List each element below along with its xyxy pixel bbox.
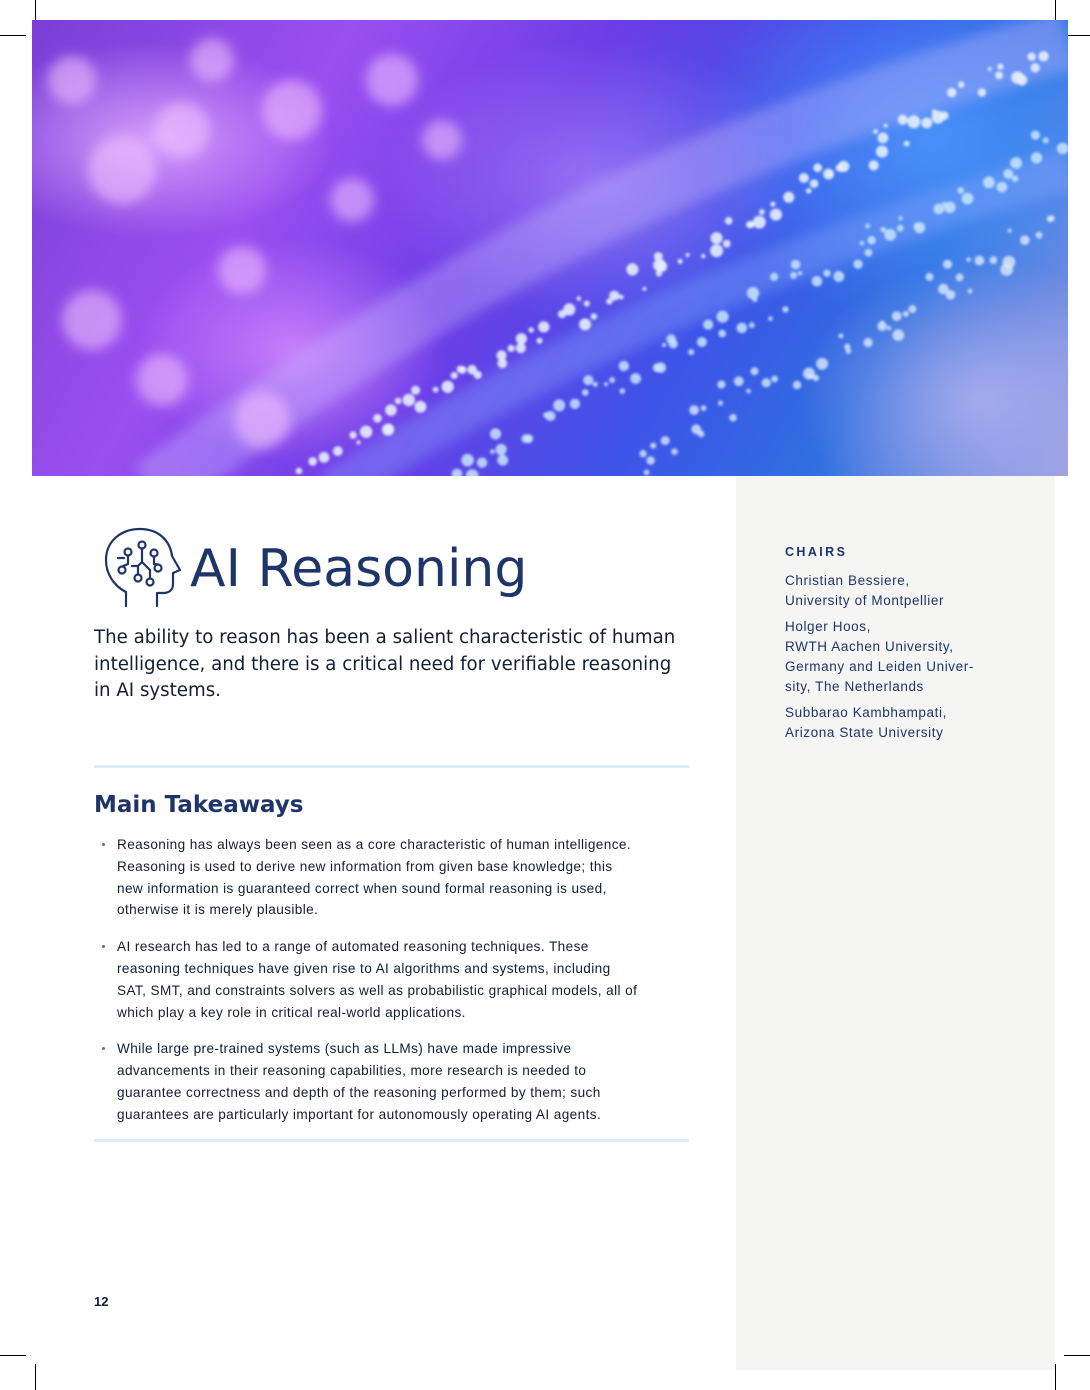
light-dot (606, 298, 612, 304)
light-dot (360, 426, 372, 438)
page-title: AI Reasoning (190, 539, 528, 599)
light-dot (308, 457, 317, 466)
light-dot (382, 424, 394, 436)
light-dot (717, 380, 725, 388)
light-dot (921, 117, 932, 128)
light-dot (656, 362, 667, 373)
light-dot (806, 188, 812, 194)
takeaways-heading: Main Takeaways (94, 792, 304, 818)
list-item-text (117, 1038, 694, 1125)
light-dot (968, 289, 973, 294)
light-dot (813, 163, 822, 172)
light-dot (688, 349, 694, 355)
light-dot (717, 311, 729, 323)
bullet-icon (102, 843, 105, 846)
light-dot (691, 424, 701, 434)
text-line: Reasoning has always been seen as a core characteristic of human intelligence. (117, 837, 632, 852)
light-dot (934, 204, 945, 215)
text-line: advancements in their reasoning capabilities, more research is needed to (117, 1063, 587, 1079)
light-dot (865, 249, 873, 257)
light-dot (749, 322, 755, 328)
light-dot (553, 399, 565, 411)
bokeh-blob (190, 38, 234, 82)
chairs-sidebar (736, 476, 1055, 1370)
light-dot (893, 329, 905, 341)
light-dot (898, 115, 908, 125)
light-dot (947, 88, 956, 97)
light-dot (926, 273, 934, 281)
light-dot (538, 321, 549, 332)
light-dot (718, 401, 723, 406)
light-dot (810, 179, 819, 188)
light-dot (827, 171, 834, 178)
light-dot (666, 334, 676, 344)
chairs-heading: CHAIRS (785, 545, 848, 559)
light-dot (395, 398, 402, 405)
light-dot (746, 389, 751, 394)
light-dot (887, 326, 891, 330)
light-dot (838, 161, 849, 172)
light-dot (584, 301, 590, 307)
light-dot (497, 455, 508, 466)
light-dot (333, 446, 343, 456)
light-dot (771, 376, 778, 383)
light-dot (452, 469, 463, 476)
light-dot (403, 394, 415, 406)
light-dot (671, 448, 678, 455)
light-dot (943, 260, 952, 269)
light-dot (734, 376, 744, 386)
list-item (94, 1038, 694, 1125)
light-dot (508, 345, 515, 352)
light-dot (946, 290, 956, 300)
light-dot (319, 452, 330, 463)
light-dot (490, 428, 501, 439)
light-dot (962, 193, 974, 205)
light-dot (762, 378, 771, 387)
light-dot (496, 350, 506, 360)
light-dot (723, 240, 731, 248)
light-dot (630, 373, 641, 384)
light-dot (582, 389, 589, 396)
light-dot (642, 287, 646, 291)
lede-line: The ability to reason has been a salient characteristic of human (94, 627, 676, 648)
light-dot (833, 271, 844, 282)
light-dot (711, 232, 723, 244)
light-dot (907, 115, 920, 128)
chair-line: RWTH Aachen University, (785, 639, 954, 654)
light-dot (1057, 143, 1068, 155)
light-dot (524, 434, 533, 443)
light-dot (474, 371, 482, 379)
light-dot (990, 256, 998, 264)
light-dot (1003, 169, 1013, 179)
hero-light-pattern (32, 20, 1068, 476)
chair-line: Subbarao Kambhampati, (785, 705, 947, 720)
light-dot (770, 209, 782, 221)
light-dot (892, 311, 902, 321)
chair-line: sity, The Netherlands (785, 679, 924, 694)
light-dot (461, 454, 474, 467)
light-dot (823, 270, 830, 277)
light-dot (873, 129, 878, 134)
light-dot (790, 272, 797, 279)
lede-line: intelligence, and there is a critical need for verifiable reasoning (94, 653, 672, 675)
page-number: 12 (94, 1294, 109, 1309)
light-dot (646, 456, 655, 465)
list-item (94, 834, 694, 921)
light-dot (1008, 229, 1012, 233)
light-dot (884, 229, 896, 241)
light-dot (619, 361, 629, 371)
bokeh-blob (366, 54, 418, 106)
crop-mark (35, 1364, 36, 1390)
light-dot (816, 358, 828, 370)
light-dot (878, 133, 889, 144)
crop-mark (1064, 1355, 1090, 1356)
bullet-icon (102, 945, 105, 948)
light-dot (619, 295, 624, 300)
light-dot (867, 236, 875, 244)
chair-entry (785, 617, 1035, 697)
light-dot (459, 366, 467, 374)
crop-mark (0, 35, 26, 36)
light-dot (798, 271, 802, 275)
chair-line: Christian Bessiere, (785, 573, 910, 588)
light-dot (940, 111, 949, 120)
light-dot (1027, 53, 1035, 61)
light-dot (884, 124, 888, 128)
light-dot (975, 256, 985, 266)
light-dot (1012, 175, 1019, 182)
light-dot (626, 263, 638, 275)
light-dot (1043, 137, 1049, 143)
head-circuit-icon (96, 520, 190, 614)
chair-entry (785, 571, 1035, 611)
light-dot (770, 202, 775, 207)
light-dot (876, 146, 888, 158)
light-dot (296, 468, 303, 475)
light-dot (958, 81, 964, 87)
list-item-text (117, 834, 694, 921)
section-divider (94, 765, 689, 768)
light-dot (661, 436, 670, 445)
light-dot (433, 387, 439, 393)
light-dot (997, 182, 1008, 193)
light-dot (898, 216, 902, 220)
light-dot (657, 261, 667, 271)
light-dot (897, 225, 904, 232)
light-dot (356, 440, 360, 444)
light-dot (966, 257, 971, 262)
light-dot (944, 202, 955, 213)
light-dot (604, 382, 608, 386)
light-dot (839, 333, 844, 338)
bokeh-blob (330, 178, 374, 222)
light-dot (570, 399, 580, 409)
crop-mark (1055, 1364, 1056, 1390)
light-dot (591, 313, 597, 319)
light-dot (650, 443, 656, 449)
hero-image (32, 20, 1068, 476)
light-dot (1031, 63, 1040, 72)
text-line: Reasoning is used to derive new information from given base knowledge; this (117, 858, 613, 874)
light-dot (1020, 235, 1030, 245)
text-line: new information is guaranteed correct when sound formal reasoning is used, (117, 880, 607, 896)
chair-line: Holger Hoos, (785, 619, 871, 634)
light-dot (385, 404, 397, 416)
bullet-icon (102, 1047, 105, 1050)
light-dot (609, 377, 615, 383)
text-line: AI research has led to a range of automated reasoning techniques. These (117, 939, 589, 955)
chair-entry (785, 703, 1035, 743)
light-dot (654, 252, 663, 261)
light-dot (799, 173, 809, 183)
bokeh-blob (234, 392, 290, 448)
light-dot (689, 405, 699, 415)
light-dot (577, 296, 582, 301)
light-dot (908, 305, 916, 313)
bokeh-blob (62, 290, 122, 350)
light-dot (697, 337, 707, 347)
light-dot (543, 412, 549, 418)
light-dot (783, 192, 794, 203)
chair-line: University of Montpellier (785, 593, 945, 608)
light-dot (983, 177, 995, 189)
chair-line: Germany and Leiden Univer- (785, 659, 974, 674)
light-dot (579, 318, 591, 330)
light-dot (747, 287, 759, 299)
light-dot (686, 253, 690, 257)
light-dot (703, 320, 713, 330)
light-dot (737, 323, 748, 334)
light-dot (373, 414, 382, 423)
light-dot (516, 333, 527, 344)
light-dot (701, 405, 707, 411)
light-dot (349, 431, 356, 438)
text-line: otherwise it is merely plausible. (117, 902, 319, 918)
bokeh-blob (48, 56, 96, 104)
light-dot (956, 274, 964, 282)
list-item-text (117, 936, 694, 1023)
light-dot (759, 209, 765, 215)
light-dot (662, 343, 666, 347)
light-dot (995, 72, 1003, 80)
light-dot (1048, 215, 1054, 221)
text-line: SAT, SMT, and constraints solvers as well as probabilistic graphical models, all of (117, 982, 638, 998)
light-dot (563, 303, 575, 315)
light-dot (914, 223, 920, 229)
takeaways-list (94, 834, 694, 1141)
light-dot (1003, 256, 1016, 269)
light-dot (725, 217, 733, 225)
light-dot (477, 457, 487, 467)
light-dot (729, 414, 737, 422)
section-divider (94, 1139, 689, 1142)
light-dot (751, 367, 759, 375)
light-dot (877, 321, 887, 331)
light-dot (710, 244, 723, 257)
light-dot (869, 160, 879, 170)
light-dot (853, 260, 862, 269)
light-dot (988, 67, 992, 71)
lede-line: in AI systems. (94, 680, 221, 701)
light-dot (997, 64, 1003, 70)
light-dot (846, 348, 852, 354)
bokeh-blob (262, 80, 322, 140)
light-dot (812, 276, 823, 287)
lede-paragraph (94, 625, 694, 705)
light-dot (466, 469, 479, 476)
light-dot (782, 306, 788, 312)
light-dot (768, 316, 773, 321)
light-dot (496, 444, 507, 455)
light-dot (860, 241, 865, 246)
light-dot (593, 382, 598, 387)
light-dot (411, 386, 420, 395)
text-line: guarantees are particularly important for autonomously operating AI agents. (117, 1106, 602, 1122)
text-line: which play a key role in critical real-world applications. (117, 1004, 466, 1020)
text-line: guarantee correctness and depth of the reasoning performed by them; such (117, 1084, 601, 1100)
crop-mark (0, 1355, 26, 1356)
bokeh-blob (422, 120, 462, 160)
light-dot (718, 330, 726, 338)
light-dot (537, 338, 543, 344)
light-dot (1038, 51, 1048, 61)
light-dot (414, 401, 426, 413)
light-dot (620, 388, 626, 394)
light-dot (978, 88, 986, 96)
light-dot (442, 381, 454, 393)
light-dot (583, 375, 593, 385)
bokeh-blob (154, 102, 210, 158)
list-item (94, 936, 694, 1023)
light-dot (1036, 232, 1043, 239)
light-dot (813, 375, 820, 382)
light-dot (753, 216, 766, 229)
chair-line: Arizona State University (785, 725, 944, 740)
bokeh-blob (218, 246, 266, 294)
light-dot (1011, 71, 1024, 84)
light-dot (904, 141, 910, 147)
light-dot (529, 327, 534, 332)
light-dot (903, 311, 909, 317)
light-dot (490, 449, 495, 454)
light-dot (1031, 131, 1040, 140)
light-dot (957, 187, 964, 194)
light-dot (678, 259, 683, 264)
light-dot (770, 273, 778, 281)
light-dot (1010, 157, 1022, 169)
text-line: While large pre-trained systems (such as LLMs) have made impressive (117, 1041, 572, 1057)
light-dot (791, 260, 801, 270)
light-dot (1031, 152, 1042, 163)
light-dot (865, 224, 870, 229)
light-dot (639, 450, 646, 457)
text-line: reasoning techniques have given rise to AI algorithms and systems, including (117, 960, 611, 976)
light-dot (516, 343, 526, 353)
bokeh-blob (136, 354, 188, 406)
light-dot (644, 470, 650, 476)
light-dot (793, 381, 801, 389)
bokeh-blob (88, 136, 156, 204)
light-dot (451, 372, 458, 379)
light-dot (701, 254, 705, 258)
light-dot (864, 338, 873, 347)
